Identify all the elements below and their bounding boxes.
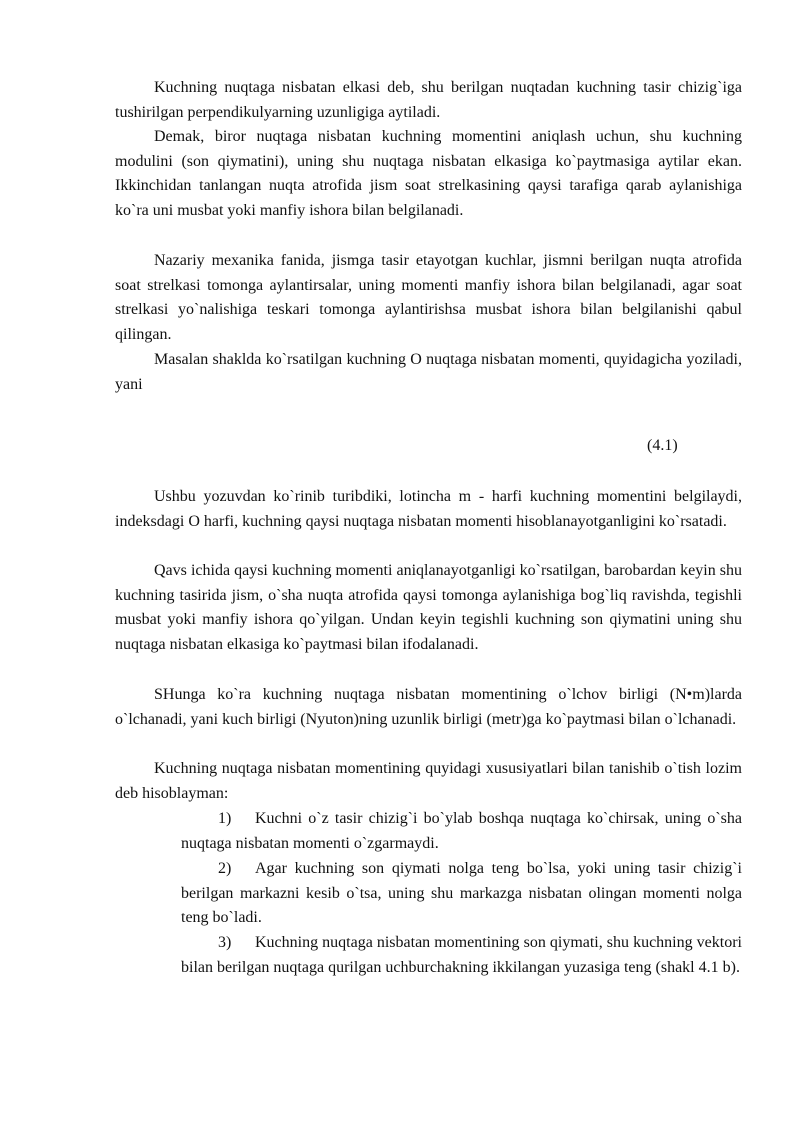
paragraph-units: SHunga ko`ra kuchning nuqtaga nisbatan momentining o`lchov birligi (N•m)larda o`lchanadi, yani kuch birligi (Nyuton)ning uzunlik birligi (metr)ga ko`paytmasi bilan o`lchanadi. xyxy=(115,686,742,728)
list-item-text: Kuchning nuqtaga nisbatan momentining son qiymati, shu kuchning vektori bilan berilgan nuqtaga qurilgan uchburchakning ikkilangan yuzasiga teng (shakl 4.1 b). xyxy=(181,934,742,976)
paragraph-sign-explanation: Qavs ichida qaysi kuchning momenti aniqlanayotganligi ko`rsatilgan, barobardan keyin shu kuchning tasirida jism, o`sha nuqta atrofida qaysi tomonga aylanishiga bog`liq ravishda, tegishli musbat yoki manfiy ishora qo`yilgan. Undan keyin tegishli kuchning son qiymatini uning shu nuqtaga nisbatan elkasiga ko`paytmasi bilan ifodalanadi. xyxy=(115,562,742,653)
paragraph-notation-explanation: Ushbu yozuvdan ko`rinib turibdiki, lotincha m - harfi kuchning momentini belgilaydi, indeksdagi O harfi, kuchning qaysi nuqtaga nisbatan momenti hisoblanayotganligini ko`rsatadi. xyxy=(115,488,742,530)
paragraph-lever-arm-definition: Kuchning nuqtaga nisbatan elkasi deb, shu berilgan nuqtadan kuchning tasir chizig`iga tushirilgan perpendikulyarning uzunligiga aytiladi. xyxy=(115,79,742,121)
list-item-text: Kuchni o`z tasir chizig`i bo`ylab boshqa nuqtaga ko`chirsak, uning o`sha nuqtaga nisbatan momenti o`zgarmaydi. xyxy=(181,810,742,852)
list-item-text: Agar kuchning son qiymati nolga teng bo`lsa, yoki uning tasir chizig`i berilgan markazni kesib o`tsa, uning shu markazga nisbatan olingan momenti nolga teng bo`ladi. xyxy=(181,860,742,927)
list-item-property-1 xyxy=(181,807,742,856)
equation-number: (4.1) xyxy=(647,437,678,454)
list-item-number: 2) xyxy=(218,860,232,877)
list-item-number: 1) xyxy=(218,810,232,827)
paragraph-properties-intro: Kuchning nuqtaga nisbatan momentining quyidagi xususiyatlari bilan tanishib o`tish lozim deb hisoblayman: xyxy=(115,760,742,802)
list-item-number: 3) xyxy=(218,934,232,951)
paragraph-example-intro: Masalan shaklda ko`rsatilgan kuchning O nuqtaga nisbatan momenti, quyidagicha yoziladi, yani xyxy=(115,351,742,393)
list-item-property-3 xyxy=(181,931,742,980)
paragraph-sign-convention: Nazariy mexanika fanida, jismga tasir etayotgan kuchlar, jismni berilgan nuqta atrofida soat strelkasi tomonga aylantirsalar, uning momenti manfiy ishora bilan belgilanadi, agar soat strelkasi yo`nalishiga teskari tomonga aylantirishsa musbat ishora bilan belgilanishi qabul qilingan. xyxy=(115,252,742,343)
list-item-property-2 xyxy=(181,857,742,931)
paragraph-moment-definition: Demak, biror nuqtaga nisbatan kuchning momentini aniqlash uchun, shu kuchning modulini (son qiymatini), uning shu nuqtaga nisbatan elkasiga ko`paytmasiga aytilar ekan. Ikkinchidan tanlangan nuqta atrofida jism soat strelkasining qaysi tarafiga qarab aylanishiga ko`ra uni musbat yoki manfiy ishora bilan belgilanadi. xyxy=(115,128,742,219)
